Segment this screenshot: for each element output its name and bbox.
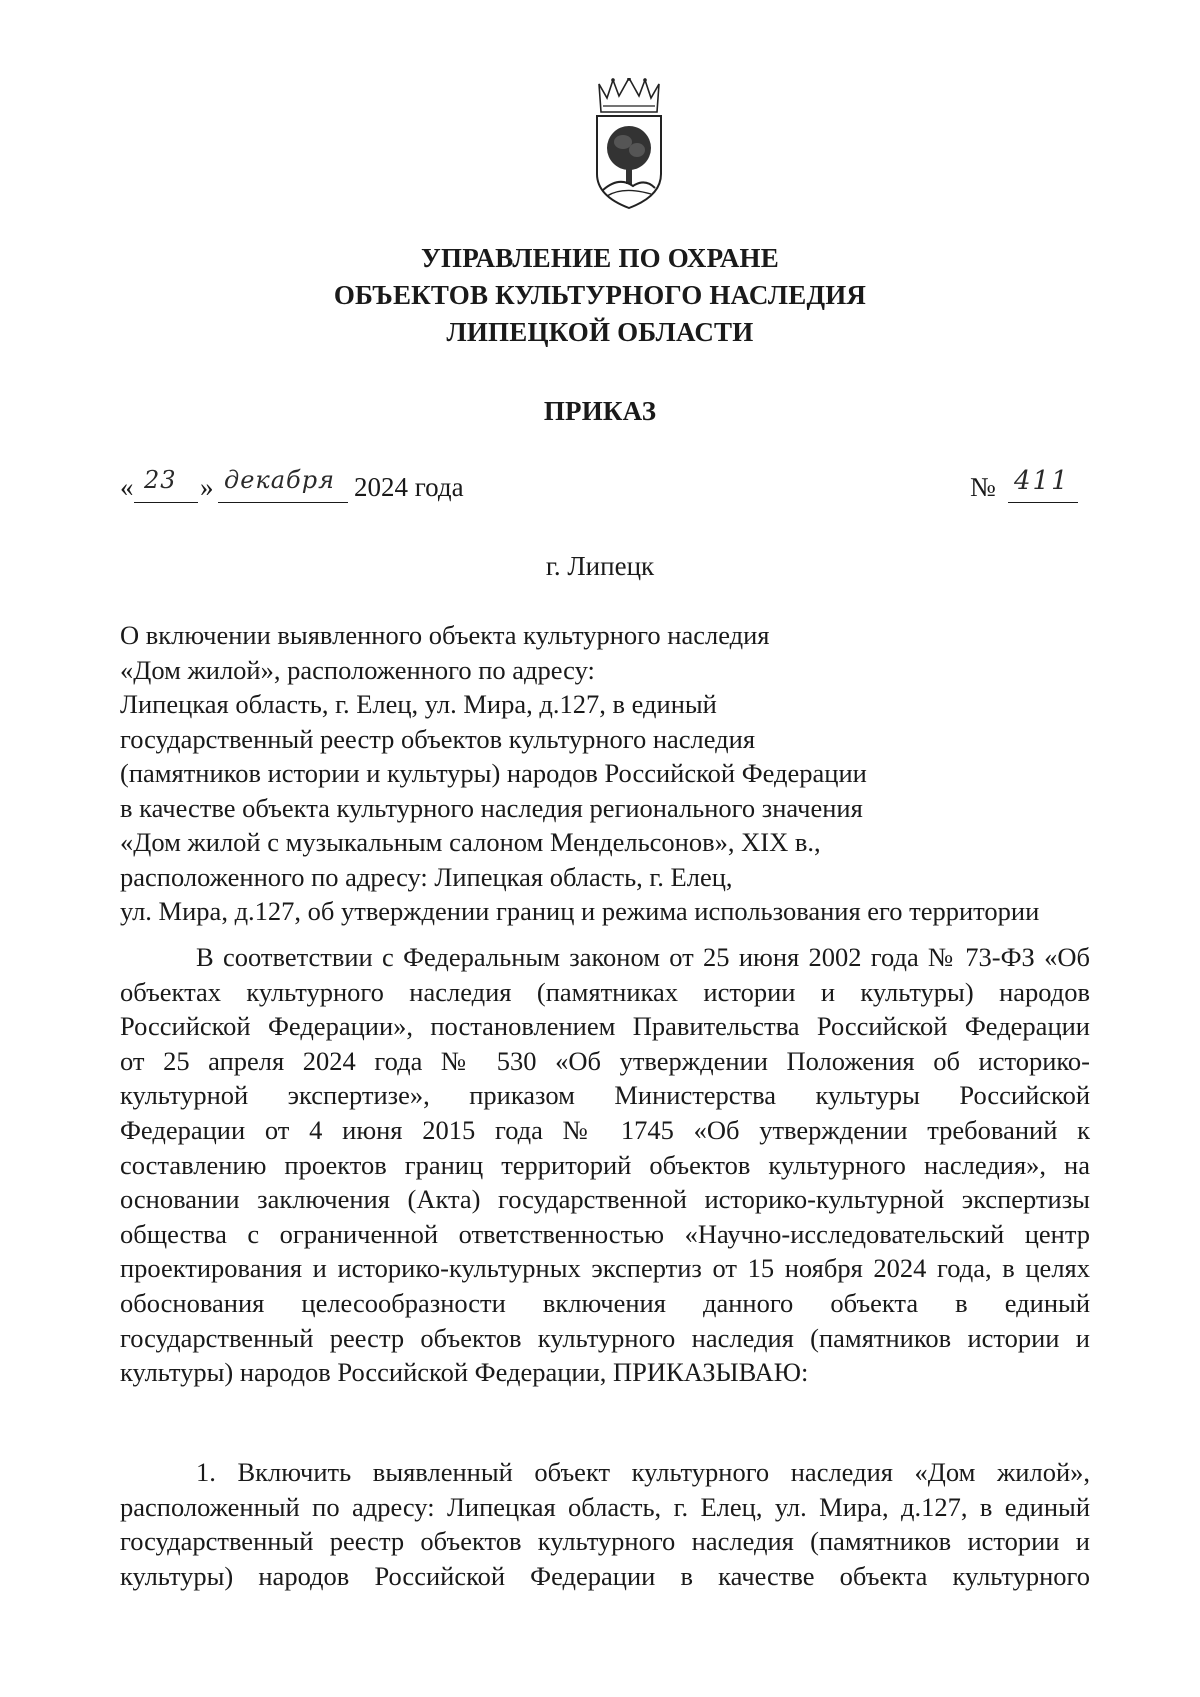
- subject-line: (памятников истории и культуры) народов Российской Федерации: [120, 758, 867, 788]
- paragraph-line: общества с ограниченной ответственностью «Научно-исследовательский центр: [120, 1218, 1090, 1249]
- date-number-row: [120, 462, 1080, 522]
- paragraph-line: от 25 апреля 2024 года № 530 «Об утверждении Положения об историко-: [120, 1045, 1090, 1076]
- paragraph-line: Федерации от 4 июня 2015 года № 1745 «Об утверждении требований к: [120, 1114, 1090, 1145]
- number-sign: №: [970, 472, 996, 502]
- paragraph-line: культуры) народов Российской Федерации, ПРИКАЗЫВАЮ:: [120, 1357, 809, 1388]
- subject-line: «Дом жилой», расположенного по адресу:: [120, 654, 595, 685]
- subject-line: в качестве объекта культурного наследия регионального значения: [120, 792, 863, 823]
- lipetsk-oblast-coat-of-arms-icon: [593, 78, 665, 210]
- preamble-paragraph: [120, 940, 1090, 1390]
- order-subject: [120, 618, 1039, 929]
- paragraph-line: расположенный по адресу: Липецкая область, г. Елец, ул. Мира, д.127, в единый: [120, 1491, 1090, 1522]
- date-close-quote: »: [200, 472, 214, 502]
- date-day-handwritten: 23: [144, 466, 177, 494]
- order-number: [970, 466, 1080, 506]
- paragraph-line: 1. Включить выявленный объект культурного наследия «Дом жилой»,: [196, 1457, 1090, 1487]
- subject-line: Липецкая область, г. Елец, ул. Мира, д.127, в единый: [120, 689, 717, 719]
- subject-line: ул. Мира, д.127, об утверждении границ и режима использования его территории: [120, 896, 1040, 926]
- date-year: 2024 года: [354, 472, 464, 502]
- date-open-quote: «: [120, 472, 134, 502]
- subject-line: О включении выявленного объекта культурного наследия: [120, 620, 770, 650]
- paragraph-line: культурной экспертизе», приказом Министерства культуры Российской: [120, 1080, 1090, 1111]
- paragraph-line: обоснования целесообразности включения данного объекта в единый: [120, 1287, 1090, 1318]
- paragraph-line: объектах культурного наследия (памятниках истории и культуры) народов: [120, 976, 1090, 1007]
- date-month-handwritten: декабря: [224, 466, 335, 494]
- issuer-header: [0, 240, 1200, 351]
- subject-line: государственный реестр объектов культурного наследия: [120, 723, 756, 754]
- paragraph-line: Российской Федерации», постановлением Правительства Российской Федерации: [120, 1011, 1090, 1042]
- paragraph-line: государственный реестр объектов культурного наследия (памятников истории и: [120, 1322, 1090, 1353]
- order-number-handwritten: 411: [1014, 466, 1070, 496]
- paragraph-line: культуры) народов Российской Федерации в качестве объекта культурного: [120, 1560, 1090, 1591]
- paragraph-line: государственный реестр объектов культурного наследия (памятников истории и: [120, 1526, 1090, 1557]
- subject-line: «Дом жилой с музыкальным салоном Мендельсонов», XIX в.,: [120, 827, 821, 857]
- paragraph-line: В соответствии с Федеральным законом от 25 июня 2002 года № 73-ФЗ «Об: [196, 942, 1090, 972]
- issuer-line-2: ОБЪЕКТОВ КУЛЬТУРНОГО НАСЛЕДИЯ: [333, 280, 867, 310]
- paragraph-line: составлению проектов границ территорий объектов культурного наследия», на: [120, 1149, 1090, 1180]
- issuer-line-1: УПРАВЛЕНИЕ ПО ОХРАНЕ: [421, 243, 779, 273]
- subject-line: расположенного по адресу: Липецкая область, г. Елец,: [120, 861, 733, 892]
- city-line: г. Липецк: [545, 551, 655, 581]
- paragraph-line: проектирования и историко-культурных экспертиз от 15 ноября 2024 года, в целях: [120, 1253, 1090, 1284]
- order-item-1: [120, 1455, 1090, 1593]
- issuer-line-3: ЛИПЕЦКОЙ ОБЛАСТИ: [446, 317, 754, 347]
- paragraph-line: основании заключения (Акта) государственной историко-культурной экспертизы: [120, 1184, 1090, 1215]
- document-type-title: ПРИКАЗ: [543, 396, 657, 426]
